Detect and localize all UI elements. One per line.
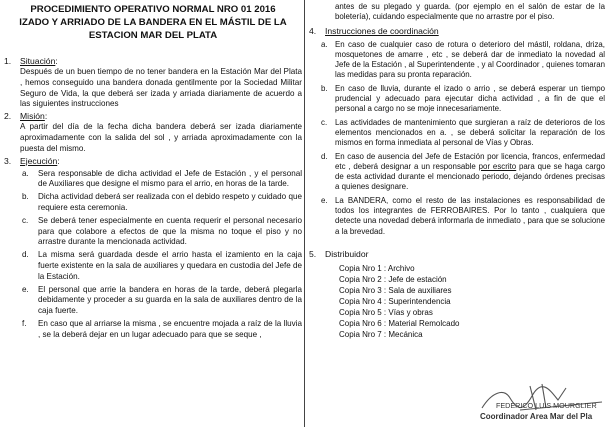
document-title: PROCEDIMIENTO OPERATIVO NORMAL NRO 01 2016: [30, 4, 276, 15]
instrucciones-item: d. En caso de ausencia del Jefe de Estación por licencia, francos, enfermedad etc , deberá designar a un responsable por escrito para que se haga cargo de esta actividad durante el mencionado periodo, dejando órdenes precisas a quienes designare.: [321, 151, 606, 192]
ejecucion-item: f. En caso que al arriarse la misma , se encuentre mojada a raíz de la lluvia , se la deberá dejar en un lugar adecuado para que se seque ,: [22, 318, 302, 339]
instrucciones-item: c. Las actividades de mantenimiento que surgieran a raíz de deterioros de los elementos mencionados en a. , se deberá solicitar la reparación de los mismos en forma inmediata al personal de Vías y Obras.: [321, 117, 605, 148]
section-heading-situacion: 1. Situación:: [4, 56, 58, 66]
right-column: [309, 0, 605, 340]
situacion-text: Después de un buen tiempo de no tener bandera en la Estación Mar del Plata , hemos conseguido una bandera donada gentilmente por la Sociedad Militar Seguro de Vida, la que deberá ser izada y arriada diariamente de acuerdo a las siguientes instrucciones: [20, 67, 302, 109]
section-heading-mision: 2. Misión:: [4, 111, 48, 122]
ejecucion-item: c. Se deberá tener especialmente en cuenta requerir el personal necesario para que colabore a efectos de que la misma no toque el piso y no arrastre durante la mencionada actividad.: [22, 215, 302, 247]
distribution-copy: Copia Nro 3 : Sala de auxiliares: [339, 285, 452, 295]
instrucciones-item: a. En caso de cualquier caso de rotura o deterioro del mástil, roldana, driza, mosquetones de amarre , etc , se deberá dar de inmediato la novedad al Jefe de la Estación , al Superintendente , y al Coordinador , quienes tomaran las medidas para su pronta reparación.: [321, 39, 605, 80]
document-subtitle-line2: ESTACION MAR DEL PLATA: [88, 30, 218, 41]
distribution-copy: Copia Nro 4 : Superintendencia: [339, 296, 451, 306]
ejecucion-item: a. Sera responsable de dicha actividad el Jefe de Estación , y el personal de Auxiliares que designe el mismo para el arrio, en horas de la tarde.: [22, 168, 302, 189]
section-heading-distribuidor: 5. Distribuidor: [309, 248, 369, 259]
distribution-copy: Copia Nro 5 : Vías y obras: [339, 307, 433, 317]
signatory-name: FEDERICO LUIS MOURGLIER: [496, 401, 597, 410]
left-column: [4, 0, 302, 341]
signatory-role: Coordinador Area Mar del Pla: [480, 412, 593, 421]
document-subtitle-line1: IZADO Y ARRIADO DE LA BANDERA EN EL MÁSTIL DE LA: [19, 17, 287, 28]
distribution-copy: Copia Nro 2 : Jefe de estación: [339, 274, 447, 284]
ejecucion-item: e. El personal que arrie la bandera en horas de la tarde, deberá plegarla debidamente y proceder a su guarda en la sala de auxiliares dentro de la caja fuerte.: [22, 284, 302, 316]
distribution-list: [339, 263, 605, 340]
ejecucion-item: b. Dicha actividad deberá ser realizada con el debido respeto y cuidado que requiere esta ceremonia.: [22, 192, 302, 212]
mision-text: A partir del día de la fecha dicha bandera deberá ser izada diariamente aproximadamente con la salida del sol , y arriada aproximadamente con la puesta del mismo.: [20, 122, 302, 153]
instrucciones-item: e. La BANDERA, como el resto de las instalaciones es responsabilidad de todos los integrantes de FERROBAIRES. Por lo tanto , cualquiera que detecte una novedad deberá informarla de inmediato , para que se solucione a la brevedad.: [321, 195, 605, 236]
ejecucion-item-f-continuation: antes de su plegado y guarda. (por ejemplo en el salón de estar de la boletería), cuidando especialmente que no arrastre por el piso.: [335, 2, 605, 22]
ejecucion-item: d. La misma será guardada desde el arrio hasta el izamiento en la caja fuerte existente en la sala de auxiliares y quedara en custodia del Jefe de la Estación.: [22, 250, 302, 281]
distribution-copy: Copia Nro 1 : Archivo: [339, 263, 415, 273]
column-divider: [304, 0, 305, 427]
distribution-copy: Copia Nro 6 : Material Remolcado: [339, 318, 460, 328]
distribution-copy: Copia Nro 7 : Mecánica: [339, 329, 423, 339]
instrucciones-item: b. En caso de lluvia, durante el izado o arrio , se deberá esperar un tiempo prudencial y adecuado para ejecutar dicha actividad , a fin de que el personal a cargo no se moje innecesariamente.: [321, 83, 605, 114]
section-heading-ejecucion: 3. Ejecución:: [4, 155, 60, 166]
section-heading-instrucciones: 4. Instrucciones de coordinación: [309, 25, 439, 36]
